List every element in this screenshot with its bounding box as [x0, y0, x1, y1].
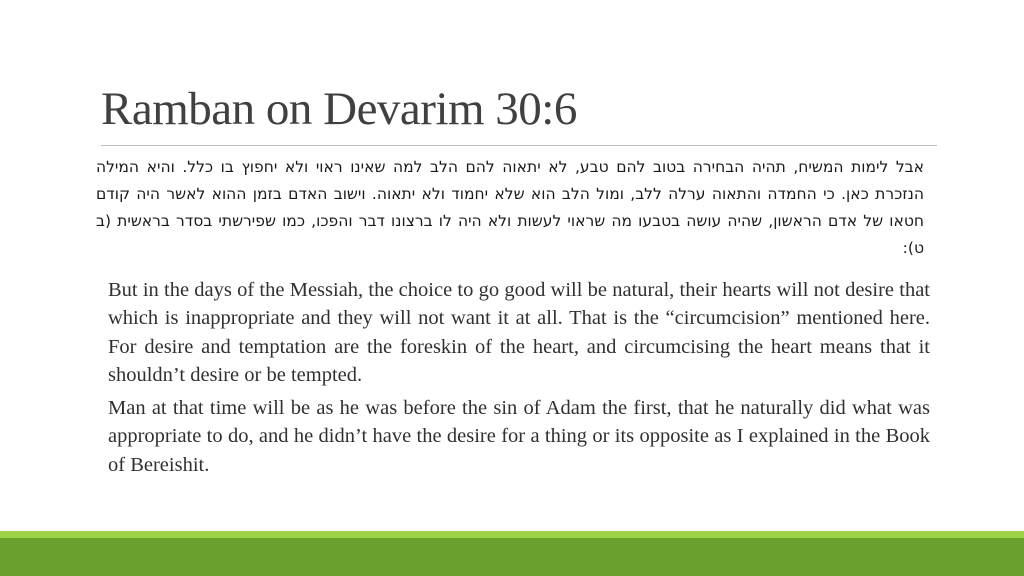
- footer-accent-stripe: [0, 531, 1024, 538]
- title-divider: [101, 145, 937, 146]
- translation-paragraph-1: But in the days of the Messiah, the choice to go good will be natural, their hearts will not desire that which is inappropriate and they will not want it at all. That is the “circumcision” mentioned here. For desire and temptation are the foreskin of the heart, and circumcising the heart means that it shouldn’t desire or be tempted.: [108, 279, 930, 386]
- translation-paragraph-2: Man at that time will be as he was before the sin of Adam the first, that he naturally did what was appropriate to do, and he didn’t have the desire for a thing or its opposite as I explained in the Book of Bereishit.: [108, 397, 930, 476]
- footer-band: [0, 538, 1024, 576]
- slide-title: Ramban on Devarim 30:6: [101, 83, 577, 135]
- hebrew-source-text: אבל לימות המשיח, תהיה הבחירה בטוב להם טבע, לא יתאוה להם הלב למה שאינו ראוי ולא יחפוץ בו כלל. והיא המילה הנזכרת כאן. כי החמדה והתאוה ערלה ללב, ומול הלב הוא שלא יחמוד ולא יתאוה. וישוב האדם בזמן ההוא לאשר היה קודם חטאו של אדם הראשון, שהיה עושה בטבעו מה שראוי לעשות ולא היה לו ברצונו דבר והפכו, כמו שפירשתי בסדר בראשית (ב ט):: [96, 158, 924, 257]
